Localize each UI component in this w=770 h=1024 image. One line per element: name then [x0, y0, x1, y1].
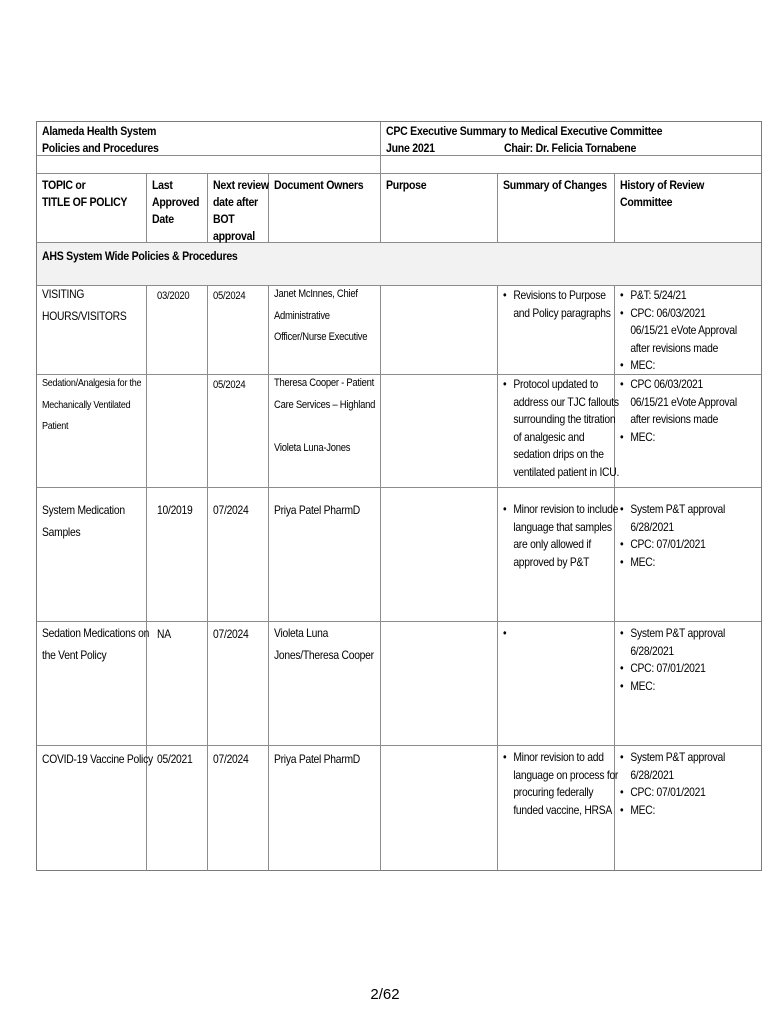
policy-summary-table — [36, 121, 762, 871]
col-header-purpose: Purpose — [386, 178, 427, 192]
rule — [380, 285, 381, 871]
row-history-list — [620, 749, 725, 819]
col-header-topic: TOPIC or TITLE OF POLICY — [42, 178, 128, 209]
row-next-review: 05/2024 — [213, 379, 246, 391]
rule — [146, 173, 147, 242]
history-item: • CPC: 07/01/2021 — [620, 660, 725, 678]
row-topic: VISITING HOURS/VISITORS — [42, 287, 127, 323]
history-item: • MEC: — [620, 357, 737, 375]
row-history-list — [620, 625, 725, 695]
row-summary-list — [503, 376, 619, 481]
row-owners: Theresa Cooper - Patient Care Services – Highland Violeta Luna-Jones — [274, 377, 376, 454]
page-number: 2/62 — [370, 986, 400, 1003]
col-header-summary: Summary of Changes — [503, 178, 607, 192]
history-item: • MEC: — [620, 429, 737, 447]
history-item: • CPC: 06/03/2021 06/15/21 eVote Approval after revisions made — [620, 305, 737, 358]
row-last-approved: NA — [157, 627, 171, 641]
row-history-list — [620, 501, 725, 571]
rule — [497, 173, 498, 242]
row-last-approved: 05/2021 — [157, 752, 193, 766]
summary-title: CPC Executive Summary to Medical Executive Committee — [386, 124, 663, 138]
rule — [614, 173, 615, 242]
row-topic: Sedation Medications on the Vent Policy — [42, 626, 150, 662]
history-item: • CPC: 07/01/2021 — [620, 784, 725, 802]
summary-item: • Revisions to Purpose and Policy paragraphs — [503, 287, 611, 322]
history-item: • System P&T approval 6/28/2021 — [620, 749, 725, 784]
row-next-review: 05/2024 — [213, 290, 246, 302]
row-topic: Sedation/Analgesia for the Mechanically Ventilated Patient — [42, 377, 142, 432]
rule — [380, 122, 381, 173]
section-title: AHS System Wide Policies & Procedures — [42, 249, 238, 263]
row-owners: Violeta Luna Jones/Theresa Cooper — [274, 626, 374, 662]
history-item: • CPC 06/03/2021 06/15/21 eVote Approval after revisions made — [620, 376, 737, 429]
history-item: • System P&T approval 6/28/2021 — [620, 501, 725, 536]
history-item: • MEC: — [620, 554, 725, 572]
row-topic: System Medication Samples — [42, 503, 125, 539]
report-date: June 2021 — [386, 141, 435, 155]
summary-item: • Minor revision to add language on process for procuring federally funded vaccine, HRSA — [503, 749, 618, 819]
committee-chair: Chair: Dr. Felicia Tornabene — [504, 141, 637, 155]
history-item: • MEC: — [620, 678, 725, 696]
rule — [268, 285, 269, 871]
col-header-next-review: Next review date after BOT approval — [213, 178, 269, 243]
row-owners: Priya Patel PharmD — [274, 752, 360, 766]
org-name: Alameda Health System — [42, 124, 157, 138]
row-history-list — [620, 287, 737, 375]
history-item: • CPC: 07/01/2021 — [620, 536, 725, 554]
row-summary-list — [503, 749, 618, 819]
row-last-approved: 03/2020 — [157, 290, 190, 302]
row-owners: Priya Patel PharmD — [274, 503, 360, 517]
history-item: • P&T: 5/24/21 — [620, 287, 737, 305]
rule — [207, 285, 208, 871]
col-header-last-approved: Last Approved Date — [152, 178, 200, 226]
row-next-review: 07/2024 — [213, 752, 249, 766]
row-history-list — [620, 376, 737, 446]
history-item: • System P&T approval 6/28/2021 — [620, 625, 725, 660]
summary-item: • Minor revision to include language that samples are only allowed if approved by P&T — [503, 501, 618, 571]
rule — [497, 285, 498, 871]
row-summary-list — [503, 287, 611, 322]
rule — [37, 242, 761, 243]
row-topic: COVID-19 Vaccine Policy — [42, 752, 153, 766]
dept-name: Policies and Procedures — [42, 141, 159, 155]
summary-item: • Protocol updated to address our TJC fallouts surrounding the titration of analgesic and sedation drips on the ventilated patient in ICU. — [503, 376, 619, 481]
col-header-owners: Document Owners — [274, 178, 364, 192]
rule — [207, 173, 208, 242]
row-next-review: 07/2024 — [213, 503, 249, 517]
row-summary-list — [503, 501, 618, 571]
row-last-approved: 10/2019 — [157, 503, 193, 517]
row-owners: Janet McInnes, Chief Administrative Officer/Nurse Executive — [274, 288, 368, 343]
rule — [380, 173, 381, 242]
row-next-review: 07/2024 — [213, 627, 249, 641]
history-item: • MEC: — [620, 802, 725, 820]
rule — [146, 285, 147, 871]
col-header-history: History of Review Committee — [620, 178, 705, 209]
